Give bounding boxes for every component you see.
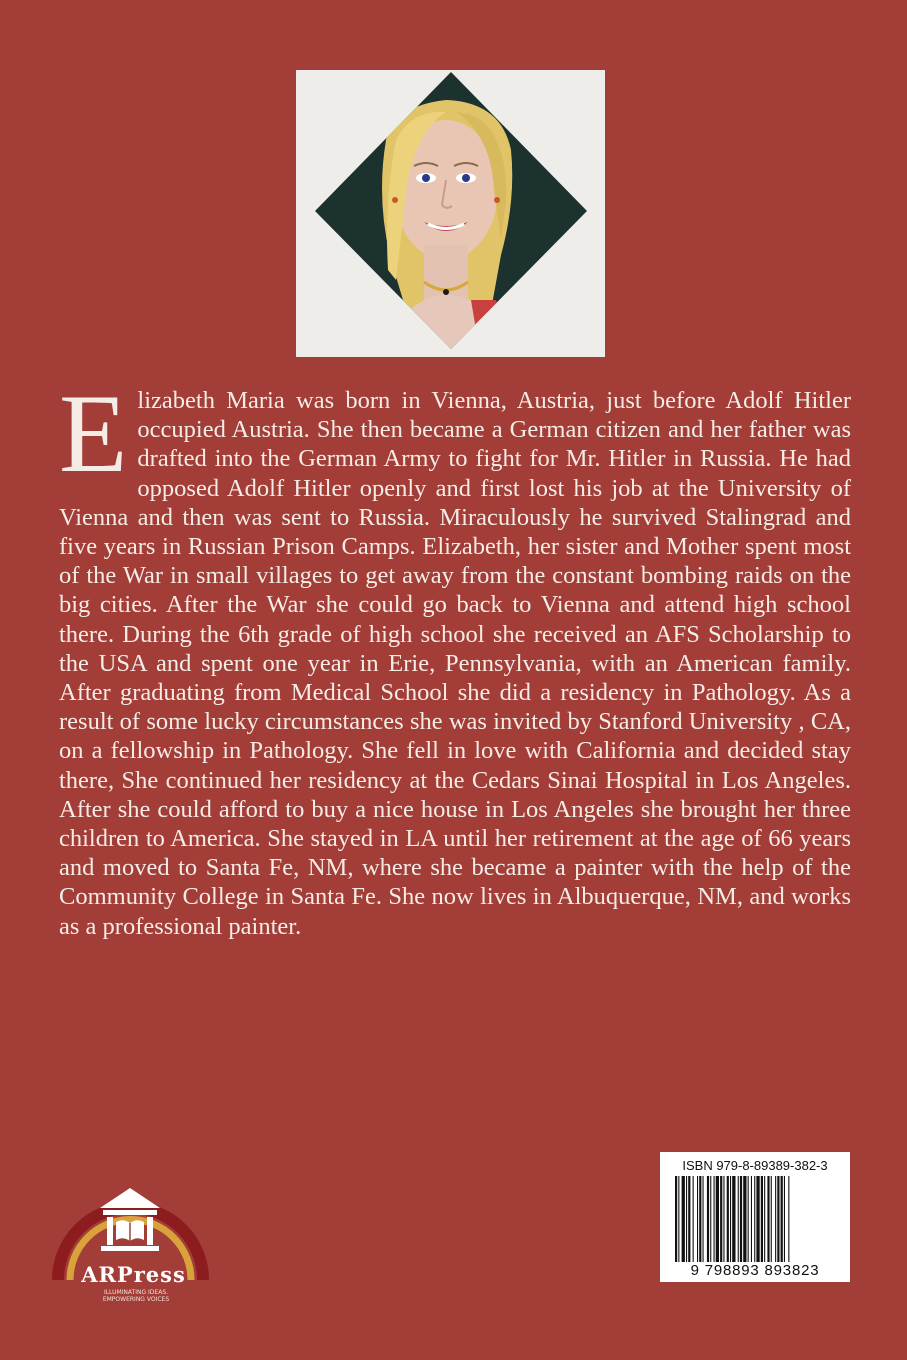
author-portrait <box>296 70 605 357</box>
barcode-digits: 9 798893 893823 <box>690 1262 820 1279</box>
tagline-line-1: ILLUMINATING IDEAS. <box>103 1289 169 1296</box>
painted-portrait-image <box>296 70 605 357</box>
isbn-label: ISBN 979-8-89389-382-3 <box>682 1158 828 1173</box>
tagline-line-2: EMPOWERING VOICES <box>102 1296 170 1303</box>
dropcap-letter: E <box>59 372 128 496</box>
author-biography <box>59 372 851 941</box>
barcode-bars <box>675 1176 835 1262</box>
biography-text: lizabeth Maria was born in Vienna, Austria, just before Adolf Hitler occupied Austria. She then became a German citizen and her father was drafted into the German Army to fight for Mr. Hitler in Russia. He had opposed Adolf Hitler openly and first lost his job at the University of Vienna and then was sent to Russia. Miraculously he survived Stalingrad and five years in Russian Prison Camps. Elizabeth, her sister and Mother spent most of the War in small villages to get away from the constant bombing raids on the big cities. After the War she could go back to Vienna and attend high school there. During the 6th grade of high school she received an AFS Scholarship to the USA and spent one year in Erie, Pennsylvania, with an American family. After graduating from Medical School she did a residency in Pathology. As a result of some lucky circumstances she was invited by Stanford University , CA, on a fellowship in Pathology. She fell in love with California and decided stay there, She continued her residency at the Cedars Sinai Hospital in Los Angeles. After she could afford to buy a nice house in Los Angeles she brought her three children to America. She stayed in LA until her retirement at the age of 66 years and moved to Santa Fe, NM, where she became a painter with the help of the Community College in Santa Fe. She now lives in Albuquerque, NM, and works as a professional painter. <box>59 387 851 940</box>
isbn-barcode <box>660 1152 850 1282</box>
publisher-tagline <box>86 1289 186 1303</box>
publisher-name: ARPress <box>81 1262 186 1287</box>
